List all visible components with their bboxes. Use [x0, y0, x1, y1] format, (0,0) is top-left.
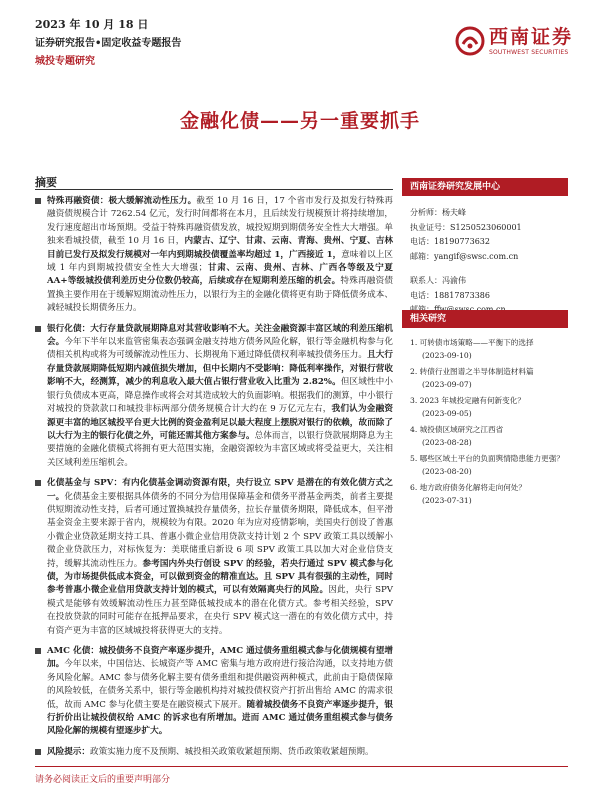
abstract-paragraph — [35, 323, 393, 470]
related-list — [402, 336, 568, 507]
body-text: 总体而言，以银行贷款展期降息为主要措施的金融化债模式将拥有更大范围实施，金融资源较为丰富区域或将受益更大，关注相关区域利差压缩机会。 — [47, 430, 393, 468]
emphasis-text: 化债基金与 SPV：有内化债基金调动资源有限，央行设立 SPV 是潜在的有效化债方式之一。 — [47, 478, 393, 502]
related-heading: 相关研究 — [402, 310, 568, 328]
contact-row[interactable] — [410, 250, 568, 265]
related-date: (2023-09-05) — [422, 409, 472, 418]
related-date: (2023-09-10) — [422, 351, 472, 360]
contact-list — [402, 206, 568, 318]
abstract-body — [35, 195, 393, 766]
contact-label: 邮箱： — [410, 251, 434, 261]
emphasis-text: 风险提示： — [47, 746, 90, 757]
abstract-divider — [35, 189, 393, 190]
related-date: (2023-08-28) — [422, 438, 472, 447]
emphasis-text: AMC 化债：城投债务不良资产率逐步提升，AMC 通过债务重组模式参与化债规模有望增加。 — [47, 646, 393, 670]
report-subcategory: 城投专题研究 — [35, 56, 95, 67]
contact-label: 联系人： — [410, 276, 442, 285]
contact-label: 分析师： — [410, 208, 442, 217]
team-heading: 西南证券研究发展中心 — [402, 178, 568, 196]
abstract-heading: 摘要 — [35, 176, 57, 189]
square-bullet-icon — [35, 749, 41, 755]
emphasis-text: 且大行存量贷款展期降低短期内减值损失增加，但中长期内不受影响：降低利率操作，对银行营收影响不大，经测算，减少的利息收入最大值占银行营业收入比重为 2.82%。 — [47, 350, 393, 388]
contact-label: 电话： — [410, 237, 434, 246]
contact-row — [410, 221, 568, 236]
contact-value: 18190773632 — [434, 237, 490, 246]
logo-text-cn: 西南证券 — [489, 26, 574, 48]
contact-row — [410, 235, 568, 250]
related-date: (2023-07-31) — [422, 496, 472, 505]
body-text: 政策实施力度不及预期、城投相关政策收紧超预期、货币政策收紧超预期。 — [89, 746, 374, 757]
related-date: (2023-09-07) — [422, 380, 472, 389]
related-title: 1. 可转债市场策略——平衡下的选择 — [410, 338, 534, 347]
report-date: 2023 年 10 月 18 日 — [35, 18, 149, 31]
contact-spacer — [410, 264, 568, 274]
contact-value: 18817873386 — [434, 290, 490, 300]
footer-disclaimer[interactable]: 请务必阅读正文后的重要声明部分 — [35, 775, 171, 785]
footer-divider — [35, 766, 568, 767]
contact-value: yangif@swsc.com.cn — [434, 251, 519, 261]
body-text: 今年下半年以来监管密集表态强调金融支持地方债务风险化解，银行等金融机构参与化债相关机构或将为可缓解流动性压力、长期视角下通过降低债权利率城投债务压力。 — [47, 337, 393, 361]
report-category: 证券研究报告•固定收益专题报告 — [35, 38, 182, 49]
related-title: 3. 2023 年城投定融有何新变化？ — [410, 396, 525, 405]
body-text: 特殊再融资债置换主要作用在于缓解短期流动性压力，以银行为主的金融化债将更有助于降低债务成本、减轻城投长期债务压力。 — [47, 276, 393, 314]
abstract-paragraph — [35, 645, 393, 739]
logo-mark-icon — [455, 26, 485, 56]
body-text: 今年以来，中国信达、长城资产等 AMC 密集与地方政府进行接洽沟通，以支持地方债务风险化解。AMC 参与债务化解主要有债务重组和提供融资两种模式，此前由于隐债保障的风险较低，在债务关系中，银行等金融机构持对城投债权资产打折出售给 AMC 的需求很低，故而 AMC 参与化债主要是在融资模式下展开。 — [47, 659, 393, 710]
related-item[interactable] — [410, 481, 568, 507]
related-item[interactable] — [410, 365, 568, 391]
emphasis-text: 随着城投债务不良资产率逐步提升，银行折价出让城投债权给 AMC 的诉求也有所增加。进而 AMC 通过债务重组模式参与债务风险化解的规模有望逐步扩大。 — [47, 699, 393, 737]
contact-row — [410, 289, 568, 304]
emphasis-text: 参考国内外央行创设 SPV 的经验，若央行通过 SPV 模式参与化债，为市场提供低成本资金，可以做到资金的精准直达。且 SPV 具有很强的主动性，同时参考普惠小微企业信用贷款支持计划的模式，可以有效隔离央行的风险。 — [47, 558, 393, 596]
related-item[interactable] — [410, 452, 568, 478]
abstract-paragraph — [35, 477, 393, 638]
body-text: 因此，央行 SPV 模式是能够有效缓解流动性压力甚至降低城投成本的潜在化债方式。参考相关经验，SPV 在投放贷款的同时可能存在抵押品要求，在央行 SPV 模式这一潜在的有效化债方式中，持有资产更为丰富的区域城投将获得更大的支持。 — [47, 585, 393, 636]
body-text: 截至 10 月 16 日，17 个省市发行及拟发行特殊再融资债规模合计 7262.54 亿元，发行时间都将在本月，且后续发行规模预计将持续增加，发行速度超出市场预期。受益于特殊再融资债发放，城投短期到期债务安全性大大增强。单独来看城投债，截至 10 月 16 日， — [47, 196, 393, 247]
contact-row — [410, 274, 568, 289]
related-date: (2023-08-20) — [422, 467, 472, 476]
square-bullet-icon — [35, 480, 41, 486]
square-bullet-icon — [35, 648, 41, 654]
report-title: 金融化债——另一重要抓手 — [179, 110, 420, 132]
related-title: 6. 地方政府债务化解将走向何处？ — [410, 483, 526, 492]
abstract-paragraph — [35, 195, 393, 316]
contact-label: 执业证号： — [410, 222, 450, 232]
contact-row — [410, 206, 568, 221]
related-item[interactable] — [410, 423, 568, 449]
emphasis-text: 特殊再融资债：极大缓解流动性压力。 — [47, 196, 197, 206]
contact-value: 冯渝伟 — [442, 276, 466, 285]
company-logo — [455, 22, 574, 68]
body-text: 意味着以上区域 1 年内到期城投债安全性大大增强； — [47, 249, 393, 274]
emphasis-text: 我们认为金融资源更丰富的地区城投平台更大比例的资金盈利足以最大程度上摆脱对银行的依赖，故而除了以大行为主的银行化债之外，可能还需其他方案参与。 — [47, 404, 393, 441]
related-title: 5. 哪些区域土平台的负面舆情隐患能力更强？ — [410, 454, 564, 463]
abstract-paragraph — [35, 746, 393, 759]
body-text: 但区域性中小银行负债成本更高，降息操作或将会对其造成较大的负面影响。根据我们的测算，中小银行对城投的贷款款口和城投非标两部分债务规模合计大约在 9 万亿元左右， — [47, 377, 393, 415]
contact-value: S1250523060001 — [450, 222, 522, 232]
related-item[interactable] — [410, 336, 568, 362]
sidebar-related — [402, 310, 568, 510]
emphasis-text: 内蒙古、辽宁、甘肃、云南、青海、贵州、宁夏、吉林目前已发行及拟发行规模对一年内到期城投债覆盖率均超过 1，广西接近 1， — [47, 236, 393, 260]
emphasis-text: 银行化债：大行存量贷款展期降息对其营收影响不大。关注金融资源丰富区域的利差压缩机会。 — [47, 323, 393, 348]
related-title: 2. 转债行业图谱之半导体制造材料篇 — [410, 367, 534, 376]
body-text: 化债基金主要根据具体债务的不同分为信用保障基金和债务平滑基金两类，前者主要提供短期流动性支持，后者可通过置换城投存量债务，拉长存量债务期限，降低成本，但平滑基金资金主要来源于省内，规模较为有限。2020 年为应对疫情影响，美国央行创设了普惠小微企业贷款延期支持工具、普惠小微企业信用贷款支持计划 2 个 SPV 政策工具以缓解小微企业贷款压力，对标恢复为：美联储重启新设 6 项 SPV 政策工具以加大对企业信贷支持，缓解其流动性压力。 — [47, 491, 393, 569]
related-title: 4. 城投债区域研究之江西省 — [410, 425, 504, 434]
emphasis-text: 甘肃、云南、贵州、吉林、广西各等级及宁夏 AA+等级城投债利差历史分位数仍较高，后续或存在短期利差压缩的机会。 — [47, 263, 393, 287]
square-bullet-icon — [35, 326, 41, 332]
logo-text-en: SOUTHWEST SECURITIES — [489, 49, 569, 56]
square-bullet-icon — [35, 198, 41, 204]
related-item[interactable] — [410, 394, 568, 420]
sidebar-contacts — [402, 178, 568, 318]
contact-label: 电话： — [410, 290, 434, 300]
contact-value: 杨夫峰 — [442, 208, 466, 217]
